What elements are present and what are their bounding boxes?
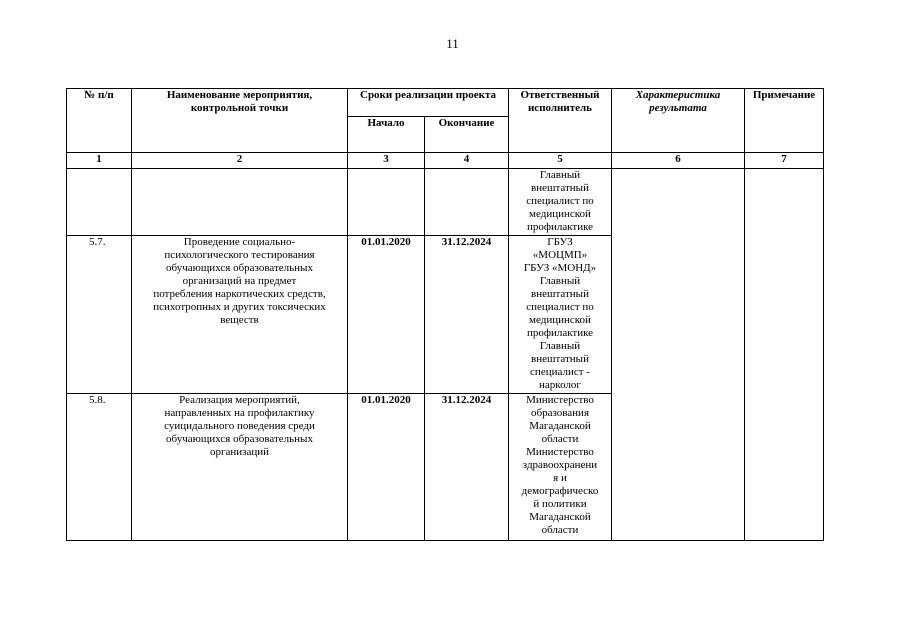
column-number: 6 (612, 153, 745, 169)
responsible-line: Министерство (526, 446, 594, 458)
name-line: Реализация мероприятий, (179, 394, 300, 406)
responsible-line: медицинской (529, 208, 591, 220)
responsible-line: области (541, 524, 579, 536)
name-line: веществ (220, 314, 259, 326)
responsible-line: я и (553, 472, 567, 484)
header-period: Сроки реализации проекта (348, 89, 509, 117)
responsible-line: специалист по (526, 195, 594, 207)
row-num (67, 169, 132, 236)
responsible-line: образования (530, 407, 590, 419)
responsible-line: демографическо (521, 485, 599, 497)
row-responsible (509, 169, 612, 236)
plan-table (66, 88, 824, 541)
column-number: 2 (132, 153, 348, 169)
name-line: организаций на предмет (182, 275, 297, 287)
responsible-line: внештатный (531, 353, 589, 365)
responsible-line: ГБУЗ (547, 236, 573, 248)
name-line: психологического тестирования (164, 249, 315, 261)
responsible-line: Главный (539, 340, 581, 352)
row-num: 5.7. (67, 236, 132, 394)
header-name: Наименование мероприятия, контрольной точки (132, 89, 348, 153)
column-number: 4 (425, 153, 509, 169)
row-name (132, 394, 348, 541)
name-line: суицидального поведения среди (164, 420, 315, 432)
responsible-line: профилактике (526, 327, 594, 339)
result-cell (612, 169, 745, 541)
column-number: 7 (745, 153, 824, 169)
column-number: 3 (348, 153, 425, 169)
responsible-line: области (541, 433, 579, 445)
responsible-line: Магаданской (529, 511, 591, 523)
column-number: 1 (67, 153, 132, 169)
name-line: обучающихся образовательных (166, 433, 313, 445)
responsible-line: профилактике (526, 221, 594, 233)
header-result: Характеристика результата (612, 89, 745, 153)
row-num: 5.8. (67, 394, 132, 541)
responsible-line: специалист - (530, 366, 590, 378)
name-line: направленных на профилактику (164, 407, 315, 419)
responsible-line: Магаданской (529, 420, 591, 432)
responsible-line: Главный (539, 275, 581, 287)
responsible-line: внештатный (531, 182, 589, 194)
name-line: организаций (209, 446, 270, 458)
column-number: 5 (509, 153, 612, 169)
row-responsible (509, 394, 612, 541)
header-responsible: Ответственный исполнитель (509, 89, 612, 153)
header-num: № п/п (67, 89, 132, 153)
table-row (67, 169, 824, 236)
row-name (132, 169, 348, 236)
row-end (425, 169, 509, 236)
responsible-line: «МОЦМП» (532, 249, 588, 261)
responsible-line: Главный (539, 169, 581, 181)
responsible-line: здравоохранени (522, 459, 598, 471)
name-line: потребления наркотических средств, (153, 288, 326, 300)
row-start: 01.01.2020 (348, 394, 425, 541)
row-end: 31.12.2024 (425, 236, 509, 394)
responsible-line: ГБУЗ «МОНД» (523, 262, 597, 274)
column-number-row (67, 153, 824, 169)
responsible-line: внештатный (531, 288, 589, 300)
row-start: 01.01.2020 (348, 236, 425, 394)
responsible-line: специалист по (526, 301, 594, 313)
header-start: Начало (348, 117, 425, 153)
row-responsible (509, 236, 612, 394)
header-note: Примечание (745, 89, 824, 153)
responsible-line: медицинской (529, 314, 591, 326)
row-name (132, 236, 348, 394)
header-end: Окончание (425, 117, 509, 153)
row-start (348, 169, 425, 236)
page-number: 11 (446, 36, 459, 51)
name-line: психотропных и других токсических (153, 301, 326, 313)
responsible-line: нарколог (539, 379, 581, 391)
responsible-line: Министерство (526, 394, 594, 406)
responsible-line: й политики (533, 498, 587, 510)
name-line: обучающихся образовательных (166, 262, 313, 274)
note-cell (745, 169, 824, 541)
name-line: Проведение социально- (183, 236, 296, 248)
row-end: 31.12.2024 (425, 394, 509, 541)
